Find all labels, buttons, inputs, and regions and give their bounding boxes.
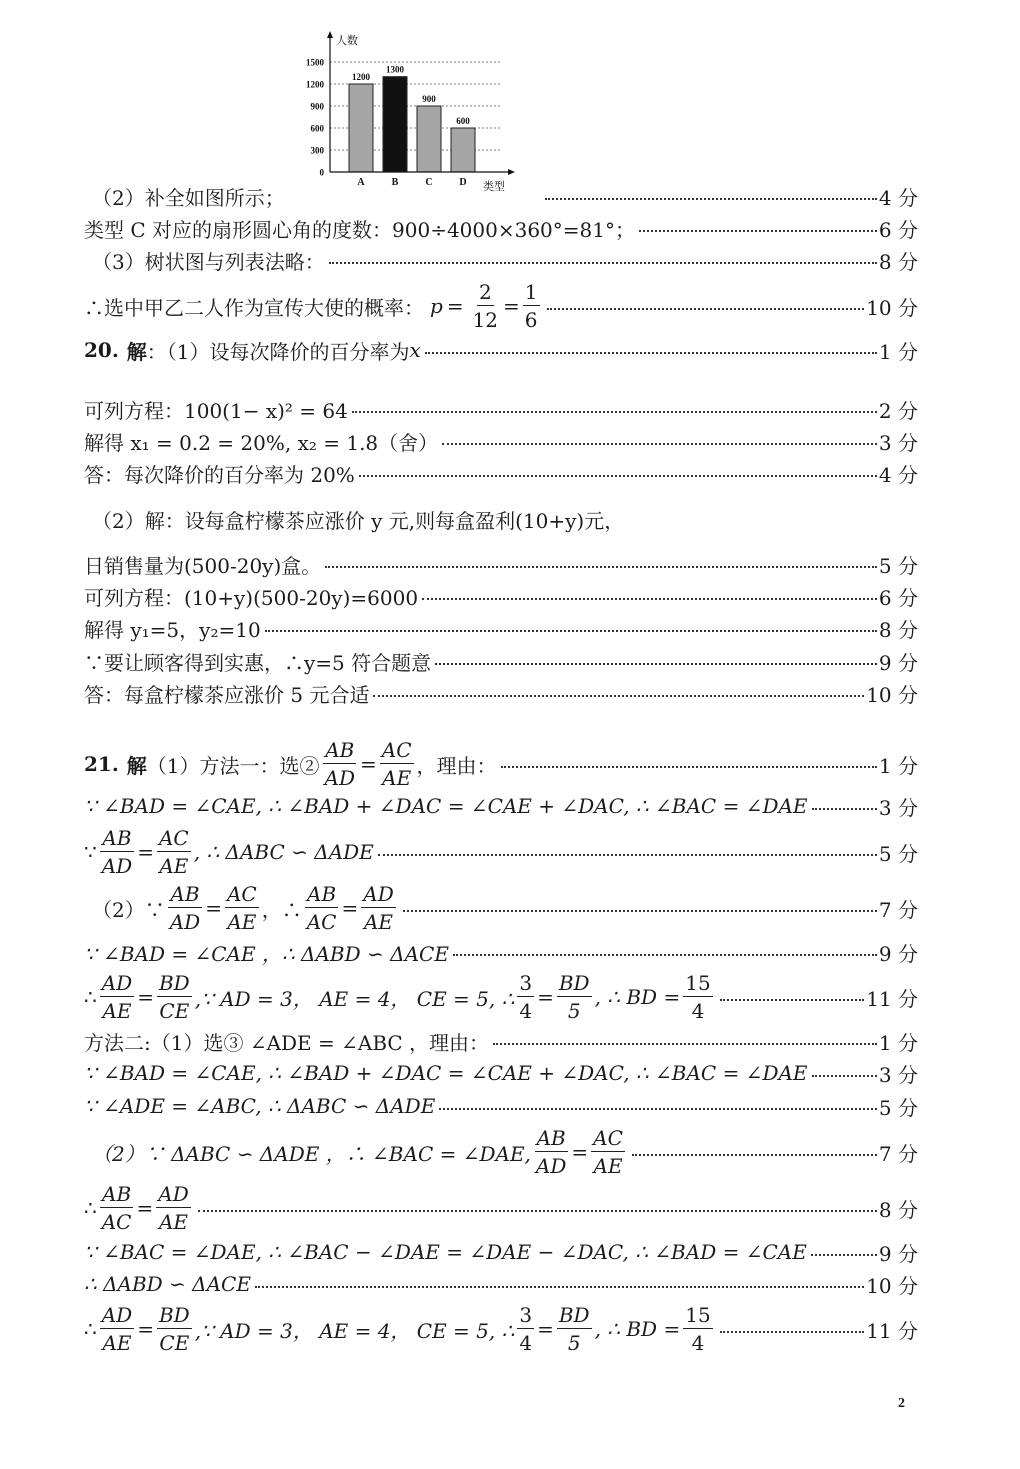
q20-l3-score: 3 分 <box>878 430 918 455</box>
q21-l5-text: ∵ ∠BAD = ∠CAE ，∴ ΔABD ∽ ΔACE <box>84 941 449 966</box>
leader-dots <box>373 695 864 697</box>
q20-l2-score: 2 分 <box>878 398 918 423</box>
leader-dots <box>425 352 877 354</box>
q20-line-3 <box>84 425 918 457</box>
q19-l2-text: （2）补全如图所示； <box>92 185 285 210</box>
q21-l14-score: 11 分 <box>866 1318 918 1343</box>
q21-l1-pre: （1）方法一：选② <box>146 753 320 778</box>
leader-dots <box>255 1286 864 1288</box>
q20-jie: 解 <box>126 339 147 364</box>
fraction: $\frac{AB}{AC}$ <box>306 882 337 934</box>
q21-l5-score: 9 分 <box>878 941 918 966</box>
fraction: $\frac{15}{4}$ <box>685 971 711 1023</box>
ytick-label: 1500 <box>306 57 324 68</box>
q21-line-9 <box>84 1090 918 1122</box>
q21-l1-score: 1 分 <box>878 753 918 778</box>
q21-l8-text: ∵ ∠BAD = ∠CAE, ∴ ∠BAD + ∠DAC = ∠CAE + ∠DAC, ∴ ∠BAC = ∠DAE <box>84 1061 808 1085</box>
data-label: 1200 <box>352 72 370 82</box>
leader-dots <box>720 1331 865 1333</box>
bar-B <box>383 77 407 172</box>
q20-l4-score: 4 分 <box>878 462 918 487</box>
bar-A <box>349 84 373 172</box>
fraction: $\frac{3}{4}$ <box>519 971 533 1023</box>
leader-dots <box>422 598 877 600</box>
leader-dots <box>812 1075 877 1077</box>
q21-line-8 <box>84 1057 918 1089</box>
q21-line-6: ∴ $\frac{AD}{AE}$ = $\frac{BD}{CE}$ ,∵ AD = 3， AE = 4， CE = 5, ∴ $\frac{3}{4}$ = $\frac{BD}{5}$ , ∴ BD = $\frac{15}{4}$ 11 分 <box>84 971 918 1023</box>
fraction: $\frac{AB}{AD}$ <box>324 738 356 790</box>
fraction: $\frac{AD}{AE}$ <box>101 971 133 1023</box>
leader-dots <box>329 262 877 264</box>
q21-line-1: 21. 解 （1）方法一：选② $\frac{AB}{AD}$ = $\frac{AC}{AE}$ ，理由： 1 分 <box>84 738 918 790</box>
q21-line-4: （2）∵ $\frac{AB}{AD}$ = $\frac{AC}{AE}$ ，∴ $\frac{AB}{AC}$ = $\frac{AD}{AE}$ 7 分 <box>92 882 918 934</box>
q21-l2-text: ∵ ∠BAD = ∠CAE, ∴ ∠BAD + ∠DAC = ∠CAE + ∠DAC, ∴ ∠BAC = ∠DAE <box>84 794 808 818</box>
ytick-label: 0 <box>319 167 324 178</box>
data-label: 1300 <box>386 64 404 75</box>
leader-dots <box>378 854 877 856</box>
q19-line-2 <box>92 180 918 212</box>
q20-l1-var: x <box>409 338 421 362</box>
chart-ylabel: 人数 <box>336 35 358 47</box>
q19-line-3 <box>84 212 918 244</box>
q21-l9-score: 5 分 <box>878 1095 918 1120</box>
leader-dots <box>493 1043 877 1045</box>
bar-chart <box>290 28 520 198</box>
data-label: 900 <box>422 94 436 104</box>
q19-l3-score: 6 分 <box>878 217 918 242</box>
fraction: $\frac{AD}{AE}$ <box>101 1303 133 1355</box>
q21-number: 21. <box>84 752 119 776</box>
fraction: $\frac{AB}{AC}$ <box>101 1182 132 1234</box>
xtick-label: A <box>357 177 365 188</box>
q20-l10-score: 10 分 <box>866 682 918 707</box>
fraction: $\frac{2}{12}$ <box>472 280 499 332</box>
q20-l1-text: ：（1）设每次降价的百分率为 <box>146 339 410 364</box>
q20-number: 20. <box>84 338 119 362</box>
leader-dots <box>720 999 865 1001</box>
q20-l1-score: 1 分 <box>878 339 918 364</box>
q19-l2-score: 4 分 <box>878 185 918 210</box>
q20-line-4 <box>84 457 918 489</box>
q20-line-8 <box>84 612 918 644</box>
fraction: $\frac{AC}{AE}$ <box>381 738 412 790</box>
q21-l10-score: 7 分 <box>878 1141 918 1166</box>
q21-l2-score: 3 分 <box>878 795 918 820</box>
q21-l12-text: ∵ ∠BAC = ∠DAE, ∴ ∠BAC − ∠DAE = ∠DAE − ∠DAC, ∴ ∠BAD = ∠CAE <box>84 1240 807 1264</box>
leader-dots <box>453 954 877 956</box>
fraction: $\frac{15}{4}$ <box>685 1303 711 1355</box>
fraction: $\frac{AB}{AD}$ <box>101 826 133 878</box>
q20-l10-text: 答：每盒柠檬茶应涨价 5 元合适 <box>84 682 370 707</box>
fraction: $\frac{AD}{AE}$ <box>363 882 394 934</box>
leader-dots <box>811 1254 877 1256</box>
q21-l4-score: 7 分 <box>878 897 918 922</box>
q21-line-3: ∵ $\frac{AB}{AD}$ = $\frac{AC}{AE}$ , ∴ ΔABC ∽ ΔADE 5 分 <box>84 826 918 878</box>
q21-l1-post: ，理由： <box>416 753 497 778</box>
leader-dots <box>359 475 877 477</box>
fraction: $\frac{AC}{AE}$ <box>226 882 257 934</box>
q20-l6-text: 日销售量为(500-20y)盒。 <box>84 553 322 578</box>
q20-l7-score: 6 分 <box>878 585 918 610</box>
leader-dots <box>545 198 877 200</box>
leader-dots <box>812 808 877 810</box>
q20-line-7 <box>84 580 918 612</box>
leader-dots <box>435 663 877 665</box>
q20-l7-text: 可列方程：(10+y)(500-20y)=6000 <box>84 585 419 610</box>
q21-l10-pre: （2）∵ ΔABC ∽ ΔADE ，∴ ∠BAC = ∠DAE, <box>92 1141 531 1166</box>
q21-line-12 <box>84 1236 918 1268</box>
xtick-label: D <box>459 177 467 188</box>
q19-l3-text: 类型 C 对应的扇形圆心角的度数：900÷4000×360°=81°； <box>84 217 635 242</box>
q21-line-7 <box>84 1025 918 1057</box>
leader-dots <box>265 630 877 632</box>
q21-l3-post: , ∴ ΔABC ∽ ΔADE <box>193 840 374 864</box>
leader-dots <box>403 910 877 912</box>
q20-line-2 <box>84 393 918 425</box>
leader-dots <box>547 308 865 310</box>
q19-l4-text: （3）树状图与列表法略： <box>92 249 325 274</box>
bar-C <box>417 106 441 172</box>
leader-dots <box>325 566 877 568</box>
q20-line-5 <box>92 503 918 535</box>
page-number: 2 <box>898 1396 905 1411</box>
ytick-label: 1200 <box>306 79 324 90</box>
q20-l9-score: 9 分 <box>878 650 918 675</box>
q19-line-4 <box>92 244 918 276</box>
xtick-label: C <box>425 177 433 188</box>
q20-l8-score: 8 分 <box>878 617 918 642</box>
q20-l6-score: 5 分 <box>878 553 918 578</box>
q21-line-10: （2）∵ ΔABC ∽ ΔADE ，∴ ∠BAC = ∠DAE, $\frac{AB}{AD}$ = $\frac{AC}{AE}$ 7 分 <box>92 1126 918 1178</box>
leader-dots <box>198 1210 877 1212</box>
q21-l8-score: 3 分 <box>878 1062 918 1087</box>
chart-xlabel: 类型 <box>483 181 505 193</box>
xtick-label: B <box>391 177 399 188</box>
q21-line-11: ∴ $\frac{AB}{AC}$ = $\frac{AD}{AE}$ 8 分 <box>84 1182 918 1234</box>
q19-l5-p: p <box>430 294 443 318</box>
q20-line-6 <box>84 548 918 580</box>
q19-line-5: ∴选中甲乙二人作为宣传大使的概率： p = $\frac{2}{12}$ = $\frac{1}{6}$ 10 分 <box>84 280 918 332</box>
q21-l7-text: 方法二:（1）选③ ∠ADE = ∠ABC ，理由： <box>84 1030 490 1055</box>
q21-l13-score: 10 分 <box>866 1273 918 1298</box>
q21-l13-text: ∴ ΔABD ∽ ΔACE <box>84 1272 251 1296</box>
q21-jie: 解 <box>126 753 147 778</box>
q20-line-9 <box>84 645 918 677</box>
fraction: $\frac{1}{6}$ <box>524 280 538 332</box>
q21-line-13 <box>84 1268 918 1300</box>
fraction: $\frac{BD}{CE}$ <box>158 1303 190 1355</box>
q20-line-1 <box>84 334 918 366</box>
leader-dots <box>442 443 877 445</box>
q20-l8-text: 解得 y₁=5，y₂=10 <box>84 617 261 642</box>
leader-dots <box>352 411 877 413</box>
ytick-label: 600 <box>310 123 324 134</box>
q21-line-2 <box>84 790 918 822</box>
q20-l2-text: 可列方程：100(1− x)² = 64 <box>84 398 348 423</box>
fraction: $\frac{AB}{AD}$ <box>535 1126 567 1178</box>
q20-line-10 <box>84 677 918 709</box>
q20-l4-text: 答：每次降价的百分率为 20% <box>84 462 355 487</box>
q21-l3-score: 5 分 <box>878 841 918 866</box>
leader-dots <box>639 230 877 232</box>
fraction: $\frac{BD}{5}$ <box>558 1303 590 1355</box>
leader-dots <box>439 1108 877 1110</box>
fraction: $\frac{AC}{AE}$ <box>158 826 189 878</box>
q19-l5-score: 10 分 <box>866 295 918 320</box>
fraction: $\frac{3}{4}$ <box>519 1303 533 1355</box>
data-label: 600 <box>456 116 470 126</box>
fraction: $\frac{AC}{AE}$ <box>593 1126 623 1178</box>
ytick-label: 300 <box>310 145 324 156</box>
bar-D <box>451 128 475 172</box>
q21-l11-score: 8 分 <box>878 1197 918 1222</box>
chart-ytick-labels <box>306 58 325 178</box>
q21-l7-score: 1 分 <box>878 1030 918 1055</box>
ytick-label: 900 <box>310 101 324 112</box>
q21-l12-score: 9 分 <box>878 1241 918 1266</box>
fraction: $\frac{BD}{5}$ <box>558 971 590 1023</box>
q21-line-14: ∴ $\frac{AD}{AE}$ = $\frac{BD}{CE}$ ,∵ AD = 3， AE = 4， CE = 5, ∴ $\frac{3}{4}$ = $\frac{BD}{5}$ , ∴ BD = $\frac{15}{4}$ 11 分 <box>84 1303 918 1355</box>
fraction: $\frac{AB}{AD}$ <box>169 882 201 934</box>
leader-dots <box>632 1154 877 1156</box>
q19-l5-text: ∴选中甲乙二人作为宣传大使的概率： <box>84 295 424 320</box>
q21-line-5 <box>84 936 918 968</box>
fraction: $\frac{AD}{AE}$ <box>158 1182 189 1234</box>
q19-l4-score: 8 分 <box>878 249 918 274</box>
fraction: $\frac{BD}{CE}$ <box>158 971 190 1023</box>
q21-l9-text: ∵ ∠ADE = ∠ABC, ∴ ΔABC ∽ ΔADE <box>84 1094 436 1118</box>
q20-l5-text: （2）解：设每盒柠檬茶应涨价 y 元,则每盒盈利(10+y)元， <box>92 508 625 533</box>
q20-l9-text: ∵要让顾客得到实惠，∴y=5 符合题意 <box>84 650 432 675</box>
leader-dots <box>501 766 877 768</box>
q20-l3-text: 解得 x₁ = 0.2 = 20%, x₂ = 1.8（舍） <box>84 430 439 455</box>
q21-l6-score: 11 分 <box>866 986 918 1011</box>
